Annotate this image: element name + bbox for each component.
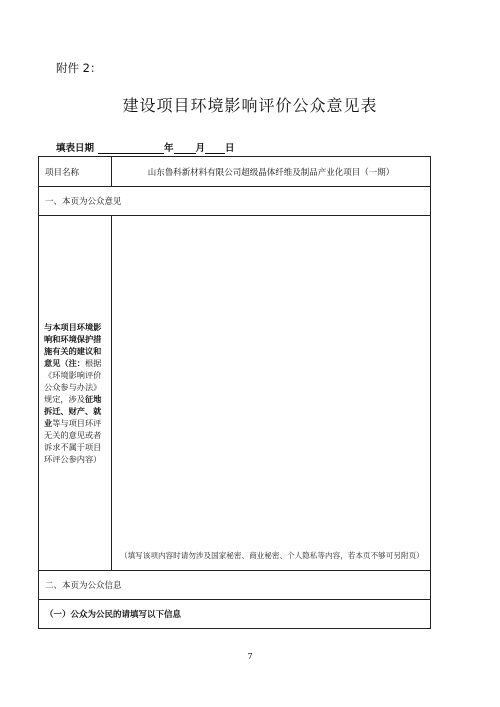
project-name-label: 项目名称	[39, 157, 112, 187]
month-label: 月	[195, 143, 206, 154]
section1-title: 一、本页为公众意见	[39, 187, 431, 216]
page-title: 建设项目环境影响评价公众意见表	[122, 96, 378, 115]
section2-row	[39, 571, 431, 600]
opinion-note: （填写该项内容时请勿涉及国家秘密、商业秘密、个人隐私等内容，若本页不够可另附页）	[120, 551, 424, 560]
project-name-row	[39, 157, 431, 187]
month-blank-line[interactable]	[174, 142, 196, 154]
subsection-title: （一）公众为公民的请填写以下信息	[39, 600, 431, 629]
opinion-label	[39, 216, 112, 571]
section1-row	[39, 187, 431, 216]
opinion-input-area[interactable]	[112, 216, 431, 571]
section2-title: 二、本页为公众信息	[39, 571, 431, 600]
subsection-row	[39, 600, 431, 629]
fill-date-row	[56, 140, 235, 154]
project-name-value: 山东鲁科新材料有限公司超级晶体纤维及制品产业化项目（一期）	[112, 157, 431, 187]
day-label: 日	[225, 143, 235, 154]
opinion-label-bold-1: 与本项目环境影响和环境保护措施有关的建议和意见（注：	[44, 322, 102, 368]
date-blank-line[interactable]	[98, 142, 164, 154]
public-opinion-form	[38, 156, 431, 629]
opinion-row	[39, 216, 431, 571]
day-blank-line[interactable]	[205, 142, 225, 154]
opinion-label-normal-2: 等与项目环评无关的意见或者诉求不属于项目环评公参内容）	[44, 418, 102, 464]
page-number: 7	[247, 652, 253, 661]
attachment-label: 附件 2：	[56, 61, 102, 75]
opinion-label-normal-1: 根据《环境影响评价公众参与办法》规定，涉及	[44, 358, 102, 404]
year-label: 年	[164, 143, 174, 154]
opinion-label-bold-2: 征地拆迁、财产、就业	[44, 394, 102, 428]
fill-date-label: 填表日期	[56, 143, 95, 154]
